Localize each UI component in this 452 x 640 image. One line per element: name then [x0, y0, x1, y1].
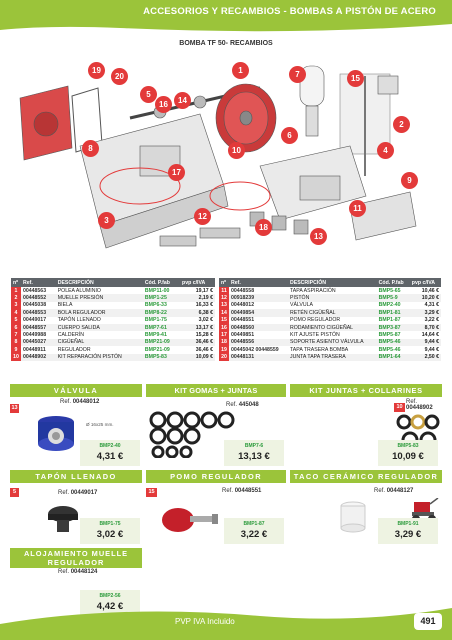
row-price: 3,29 €: [410, 309, 441, 316]
price-box-valvula: [80, 440, 140, 466]
section-kit-juntas: KIT JUNTAS + COLLARINES: [290, 384, 442, 397]
row-code: BMP1-64: [377, 354, 410, 361]
callout-13: 13: [310, 228, 327, 245]
row-price: 15,28 €: [195, 332, 213, 339]
ceramic-block-image: [338, 500, 368, 534]
row-code: BMP3-87: [377, 324, 410, 331]
table-row: [219, 287, 441, 294]
table-row: [11, 339, 215, 346]
row-num: 2: [11, 294, 21, 301]
col-ref: Ref.: [229, 278, 288, 287]
row-price: 2,19 €: [180, 294, 215, 301]
row-ref: 00448563: [23, 287, 47, 294]
valve-image: [34, 412, 78, 454]
ref-number: 445048: [238, 402, 259, 408]
price-code: BMP1-75: [99, 521, 121, 527]
table-row: [219, 309, 441, 316]
parts-table-right: [219, 278, 441, 361]
callout-12: 12: [194, 208, 211, 225]
ref-number: 00448127: [386, 488, 414, 494]
col-ref: Ref.: [21, 278, 56, 287]
row-desc: BIELA: [57, 302, 73, 309]
row-code: BMP1-81: [377, 309, 410, 316]
price-code: BMP7-6: [244, 443, 264, 449]
ref-label-tapon: [58, 490, 97, 496]
row-code: BMP21-09: [144, 346, 170, 353]
callout-15: 15: [347, 70, 364, 87]
table-row: [219, 354, 441, 361]
section-kit-gomas: KIT GOMAS + JUNTAS: [146, 384, 286, 397]
row-num: 8: [11, 339, 21, 346]
exploded-diagram: [10, 36, 442, 272]
row-price: 9,44 €: [410, 339, 441, 346]
row-num: 18: [219, 339, 229, 346]
badge-10: 10: [394, 403, 405, 412]
row-ref: 00448560: [229, 324, 288, 331]
row-code: BMP11-00: [144, 287, 170, 294]
row-desc: REGULADOR: [57, 346, 91, 353]
callout-1: 1: [232, 62, 249, 79]
row-code: BMP2-40: [378, 302, 401, 309]
callout-7: 7: [289, 66, 306, 83]
col-price: pvp c/IVA: [410, 278, 441, 287]
ref-prefix: Ref.: [58, 569, 70, 575]
badge-13: 13: [11, 405, 18, 411]
row-ref: 00449851: [231, 332, 255, 339]
price-box-tapon: [80, 518, 140, 544]
row-num: 17: [219, 331, 229, 338]
callout-20: 20: [111, 68, 128, 85]
row-code: BMP5-9: [377, 294, 410, 301]
row-price: 3,02 €: [198, 317, 213, 324]
row-num: 5: [11, 317, 21, 324]
table-row: [11, 317, 215, 324]
price-box-taco: [378, 518, 438, 544]
callout-5: 5: [140, 86, 157, 103]
section-valvula: VÁLVULA: [10, 384, 142, 397]
row-num: 19: [219, 346, 229, 353]
row-num: 10: [11, 354, 21, 361]
product-card-pomo: [146, 484, 286, 544]
callout-18: 18: [255, 219, 272, 236]
row-code: BMP1-75: [144, 317, 167, 324]
section-muelle: ALOJAMIENTO MUELLE REGULADOR: [10, 548, 142, 568]
row-num: 7: [11, 331, 21, 338]
row-desc: VÁLVULA: [290, 302, 313, 309]
row-num: 14: [219, 309, 229, 316]
row-desc: POMO REGULADOR: [290, 317, 341, 324]
section-pomo: POMO REGULADOR: [146, 470, 286, 483]
row-price: 10,20 €: [410, 294, 441, 301]
page-header: [0, 0, 452, 36]
row-desc: PISTÓN: [288, 294, 377, 301]
callout-19: 19: [88, 62, 105, 79]
row-desc: KIT REPARACIÓN PISTÓN: [56, 354, 143, 361]
table-row: [11, 309, 215, 316]
price-value: 10,09 €: [392, 451, 424, 462]
row-price: 2,50 €: [410, 354, 441, 361]
col-desc: DESCRIPCIÓN: [288, 278, 377, 287]
row-desc: TAPA TRASERA BOMBA: [290, 346, 349, 353]
page-number: 491: [414, 613, 442, 630]
row-code: BMP5-87: [378, 332, 401, 339]
ref-prefix: Ref.: [406, 399, 418, 405]
row-num: 3: [11, 302, 21, 309]
row-price: 16,33 €: [195, 302, 213, 309]
price-box-kit-gomas: [224, 440, 284, 466]
col-num: nº: [219, 278, 229, 287]
table-row: [219, 331, 441, 338]
row-ref: 00448558: [231, 287, 255, 294]
row-code: BMP7-61: [143, 324, 180, 331]
price-value: 3,22 €: [240, 529, 268, 540]
header-curve: [0, 22, 452, 36]
row-desc: TAPA ASPIRACIÓN: [290, 287, 336, 294]
price-code: BMP2-56: [99, 593, 121, 599]
row-desc: KIT AJUSTE PISTÓN: [290, 332, 340, 339]
callout-17: 17: [168, 164, 185, 181]
row-ref: 00449854: [229, 309, 288, 316]
callout-3: 3: [98, 212, 115, 229]
ref-number: 00448902: [406, 405, 433, 411]
row-code: BMP8-22: [143, 309, 180, 316]
row-num: 20: [219, 354, 229, 361]
callout-16: 16: [155, 96, 172, 113]
table-header-row: [219, 278, 441, 287]
row-code: BMP5-46: [377, 339, 410, 346]
table-row: [219, 339, 441, 346]
row-desc: TAPÓN LLENADO: [57, 317, 101, 324]
parts-table-left: [11, 278, 215, 361]
ref-prefix: Ref.: [226, 402, 238, 408]
row-ref: 00449988: [23, 332, 47, 339]
row-price: 8,70 €: [410, 324, 441, 331]
row-price: 36,46 €: [195, 346, 213, 353]
row-price: 4,31 €: [424, 302, 439, 309]
row-code: BMP5-83: [143, 354, 180, 361]
callout-2: 2: [393, 116, 410, 133]
row-desc: RODAMIENTO CIGÜEÑAL: [288, 324, 377, 331]
ref-label-muelle: [58, 569, 97, 575]
row-num: 12: [219, 294, 229, 301]
row-ref: 00449017: [23, 317, 47, 324]
diagram-title: BOMBA TF 50- RECAMBIOS: [179, 40, 273, 47]
row-desc: BOLA REGULADOR: [56, 309, 143, 316]
row-num: 13: [219, 302, 229, 309]
col-desc: DESCRIPCIÓN: [56, 278, 143, 287]
row-ref: 00448012: [231, 302, 255, 309]
table-row: [219, 294, 441, 301]
row-desc: JUNTA TAPA TRASERA: [288, 354, 377, 361]
ref-label-kit-juntas: [406, 399, 442, 411]
price-value: 4,42 €: [96, 601, 124, 612]
row-desc: SOPORTE ASIENTO VÁLVULA: [288, 339, 377, 346]
table-row: [11, 331, 215, 338]
callout-11: 11: [349, 200, 366, 217]
price-value: 4,31 €: [96, 451, 124, 462]
ref-prefix: Ref.: [60, 399, 72, 405]
ref-prefix: Ref.: [58, 490, 70, 496]
price-box-kit-juntas: [378, 440, 438, 466]
row-ref: 00448911: [23, 346, 46, 353]
section-taco: TACO CERÁMICO REGULADOR: [290, 470, 442, 483]
price-box-pomo: [224, 518, 284, 544]
table-row: [11, 354, 215, 361]
row-ref: 00448557: [21, 324, 56, 331]
row-num: 4: [11, 309, 21, 316]
row-num: 1: [11, 287, 21, 294]
ref-prefix: Ref.: [374, 488, 386, 494]
table-row: [11, 324, 215, 331]
callout-9: 9: [401, 172, 418, 189]
table-row: [219, 324, 441, 331]
ref-label-taco: [374, 488, 413, 494]
row-num: 15: [219, 317, 229, 324]
row-price: 36,46 €: [180, 339, 215, 346]
dims-valvula: Ø 16x25 mm.: [86, 422, 114, 427]
row-desc: CUERPO SALIDA: [56, 324, 143, 331]
table-row: [219, 302, 441, 309]
price-value: 3,29 €: [394, 529, 422, 540]
table-header-row: [11, 278, 215, 287]
footer-vat-note: PVP IVA Incluido: [175, 617, 235, 626]
row-code: BMP1-25: [143, 294, 180, 301]
row-num: 6: [11, 324, 21, 331]
table-row: [11, 294, 215, 301]
product-card-taco: [290, 484, 442, 544]
row-price: 9,44 €: [424, 346, 439, 353]
row-ref: 00445042 00448559: [231, 346, 279, 353]
price-code: BMP5-83: [397, 443, 419, 449]
row-ref: 00448551: [231, 317, 255, 324]
row-price: 14,64 €: [421, 332, 439, 339]
price-code: BMP1-87: [243, 521, 265, 527]
row-num: 9: [11, 346, 21, 353]
page-title: ACCESORIOS Y RECAMBIOS - BOMBAS A PISTÓN DE ACERO: [143, 6, 436, 17]
badge-15: 15: [146, 488, 157, 497]
row-price: 10,09 €: [180, 354, 215, 361]
ref-number: 00448551: [234, 488, 262, 494]
product-card-kit-juntas: [290, 398, 442, 466]
callout-6: 6: [281, 127, 298, 144]
row-ref: 00448552: [21, 294, 56, 301]
row-ref: 00448131: [229, 354, 288, 361]
row-desc: MUELLE PRESIÓN: [56, 294, 143, 301]
knob-image: [160, 498, 220, 538]
col-code: Cód. P.fab: [377, 278, 410, 287]
section-tapon: TAPÓN LLENADO: [10, 470, 142, 483]
product-card-tapon: [10, 484, 142, 544]
table-row: [11, 287, 215, 294]
price-code: BMP1-91: [397, 521, 419, 527]
row-price: 19,17 €: [195, 287, 213, 294]
row-price: 6,38 €: [180, 309, 215, 316]
row-ref: 00445038: [23, 302, 47, 309]
row-price: 3,22 €: [424, 317, 439, 324]
col-price: pvp c/IVA: [180, 278, 215, 287]
ref-label-kit-gomas: [226, 402, 259, 408]
row-num: 16: [219, 324, 229, 331]
callout-4: 4: [377, 142, 394, 159]
row-desc: RETÉN CIGÜEÑAL: [288, 309, 377, 316]
row-code: BMP21-09: [143, 339, 180, 346]
product-card-kit-gomas: [146, 398, 286, 466]
table-row: [219, 317, 441, 324]
ref-label-pomo: [222, 488, 261, 494]
row-code: BMP5-65: [378, 287, 401, 294]
row-code: BMP5-46: [378, 346, 401, 353]
callout-8: 8: [82, 140, 99, 157]
row-code: BMP1-87: [378, 317, 401, 324]
row-desc: POLEA ALUMINIO: [57, 287, 101, 294]
table-row: [11, 346, 215, 353]
row-desc: CIGÜEÑAL: [56, 339, 143, 346]
callout-14: 14: [174, 92, 191, 109]
price-code: BMP2-40: [99, 443, 121, 449]
col-num: nº: [11, 278, 21, 287]
row-ref: 00918239: [229, 294, 288, 301]
ref-number: 00449017: [70, 490, 98, 496]
row-ref: 00445027: [21, 339, 56, 346]
row-ref: 00448553: [21, 309, 56, 316]
row-code: BMP6-33: [144, 302, 167, 309]
cap-image: [46, 504, 80, 534]
badge-5: 5: [10, 488, 19, 497]
row-price: 13,17 €: [180, 324, 215, 331]
row-code: BMP9-41: [144, 332, 167, 339]
table-row: [11, 302, 215, 309]
price-value: 13,13 €: [238, 451, 270, 462]
callout-10: 10: [228, 142, 245, 159]
ref-prefix: Ref.: [222, 488, 234, 494]
row-price: 10,46 €: [421, 287, 439, 294]
row-desc: CALDERÍN: [57, 332, 84, 339]
table-row: [219, 346, 441, 353]
row-ref: 00448556: [229, 339, 288, 346]
col-code: Cód. P.fab: [143, 278, 180, 287]
row-num: 11: [219, 287, 229, 294]
row-ref: 00448902: [21, 354, 56, 361]
price-value: 3,02 €: [96, 529, 124, 540]
ref-number: 00448012: [72, 399, 100, 405]
product-card-valvula: [10, 398, 142, 466]
ref-number: 00448124: [70, 569, 98, 575]
ref-label-valvula: [60, 399, 99, 405]
